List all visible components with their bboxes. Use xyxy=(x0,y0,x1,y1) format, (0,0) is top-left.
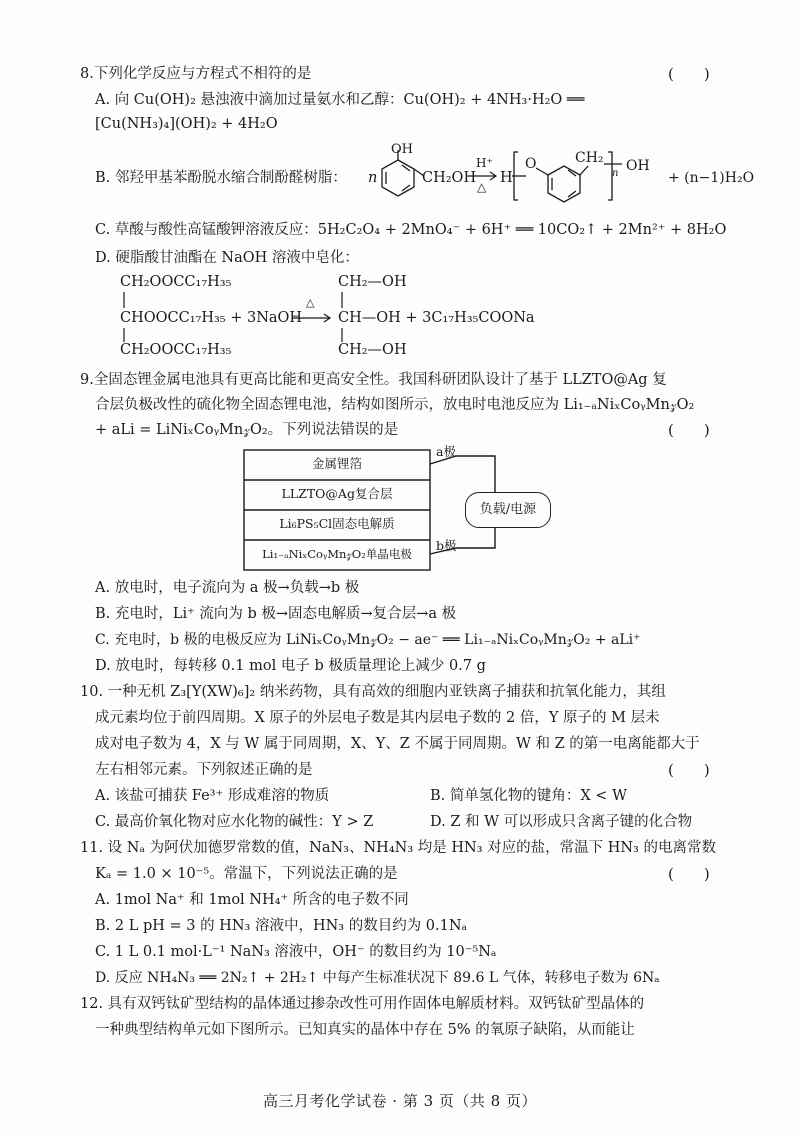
battery-structure-diagram xyxy=(240,444,570,574)
q9-option-b-text: B. 充电时，Li⁺ 流向为 b 极→固态电解质→复合层→a 极 xyxy=(95,606,457,622)
q10-stem-4: 左右相邻元素。下列叙述正确的是 xyxy=(95,762,313,778)
q8-option-b-text: B. 邻羟甲基苯酚脱水缩合制酚醛树脂： xyxy=(95,170,347,186)
q12-stem-2: 一种典型结构单元如下图所示。已知真实的晶体中存在 5% 的氧原子缺陷，从而能让 xyxy=(95,1022,635,1038)
q9-answer-paren: ( ) xyxy=(668,421,710,439)
q8-option-b-polymer-oh: OH xyxy=(626,158,650,174)
q10-option-c-text: C. 最高价氧化物对应水化物的碱性：Y > Z xyxy=(95,814,374,830)
q8-option-d-bonds xyxy=(0,260,800,370)
polymer-structure xyxy=(512,152,622,202)
q10-option-a-text: A. 该盐可捕获 Fe³⁺ 形成难溶的物质 xyxy=(95,788,330,804)
q8-option-b-polymer-n: n xyxy=(612,168,619,179)
layer-llzto-ag: LLZTO@Ag复合层 xyxy=(281,486,393,501)
q8-option-d-heat: △ xyxy=(306,296,315,309)
q10-stem-1: 10. 一种无机 Z₃[Y(XW)₆]₂ 纳米药物，具有高效的细胞内亚铁离子捕获和抗氧化能力，其组 xyxy=(80,684,666,700)
q11-stem-2: Kₐ = 1.0 × 10⁻⁵。常温下，下列说法正确的是 xyxy=(95,866,398,882)
layer-cathode: Li₁₋ₐNiₓCoᵧMn𝓏O₂单晶电极 xyxy=(262,547,412,561)
benzene-ring-reactant xyxy=(382,150,424,196)
q8-option-b-polymer-ch2: CH₂ xyxy=(575,150,604,166)
q8-option-a-text-cont: [Cu(NH₃)₄](OH)₂ + 4H₂O xyxy=(95,116,278,132)
page-footer: 高三月考化学试卷 · 第 3 页（共 8 页） xyxy=(263,1092,537,1110)
q11-option-c-text: C. 1 L 0.1 mol·L⁻¹ NaN₃ 溶液中，OH⁻ 的数目约为 10⁻⁵Nₐ xyxy=(95,944,497,960)
q10-stem-3: 成对电子数为 4，X 与 W 属于同周期，X、Y、Z 不属于同周期。W 和 Z 的第一电离能都大于 xyxy=(95,736,700,752)
q11-option-b-text: B. 2 L pH = 3 的 HN₃ 溶液中，HN₃ 的数目约为 0.1Nₐ xyxy=(95,918,468,934)
q8-option-b-polymer-o: O xyxy=(525,156,537,172)
q9-option-c-text: C. 充电时，b 极的电极反应为 LiNiₓCoᵧMn𝓏O₂ − ae⁻ ══ Li₁₋ₐNiₓCoᵧMn𝓏O₂ + aLi⁺ xyxy=(95,632,641,648)
q8-option-b-oh: OH xyxy=(391,142,413,157)
q8-d-glycerol-2: CH—OH + 3C₁₇H₃₅COONa xyxy=(338,310,535,326)
q8-option-b-condition-acid: H⁺ xyxy=(476,156,493,170)
q8-option-c-text: C. 草酸与酸性高锰酸钾溶液反应：5H₂C₂O₄ + 2MnO₄⁻ + 6H⁺ ══ 10CO₂↑ + 2Mn²⁺ + 8H₂O xyxy=(95,222,727,238)
q8-option-b-condition-heat: △ xyxy=(477,180,487,194)
q8-option-b-coef-n: n xyxy=(368,170,378,186)
q8-option-d-text: D. 硬脂酸甘油酯在 NaOH 溶液中皂化： xyxy=(95,250,359,266)
q9-option-a-text: A. 放电时，电子流向为 a 极→负载→b 极 xyxy=(95,580,360,596)
q11-option-a-text: A. 1mol Na⁺ 和 1mol NH₄⁺ 所含的电子数不同 xyxy=(95,892,409,908)
q8-d-ester-1: CH₂OOCC₁₇H₃₅ xyxy=(120,274,232,290)
q8-d-glycerol-3: CH₂—OH xyxy=(338,342,407,358)
q10-option-d-text: D. Z 和 W 可以形成只含离子键的化合物 xyxy=(430,814,693,830)
layer-lithium-foil: 金属锂箔 xyxy=(311,456,362,471)
q8-option-b-ch2oh: CH₂OH xyxy=(422,170,477,186)
q8-stem: 8.下列化学反应与方程式不相符的是 xyxy=(80,66,312,82)
q9-stem-3: + aLi = LiNiₓCoᵧMn𝓏O₂。下列说法错误的是 xyxy=(95,422,399,438)
q10-answer-paren: ( ) xyxy=(668,761,710,779)
q10-option-b-text: B. 简单氢化物的键角：X < W xyxy=(430,788,627,804)
q8-d-ester-2: CHOOCC₁₇H₃₅ + 3NaOH xyxy=(120,310,303,326)
q8-option-a-text: A. 向 Cu(OH)₂ 悬浊液中滴加过量氨水和乙醇：Cu(OH)₂ + 4NH₃·H₂O ══ xyxy=(95,92,585,108)
q9-stem-2: 合层负极改性的硫化物全固态锂电池，结构如图所示，放电时电池反应为 Li₁₋ₐNiₓCoᵧMn𝓏O₂ xyxy=(95,397,695,413)
electrode-a-label: a极 xyxy=(436,444,456,459)
layer-solid-electrolyte: Li₆PS₅Cl固态电解质 xyxy=(279,516,395,531)
q8-d-ester-3: CH₂OOCC₁₇H₃₅ xyxy=(120,342,232,358)
q10-stem-2: 成元素均位于前四周期。X 原子的外层电子数是其内层电子数的 2 倍，Y 原子的 M 层未 xyxy=(95,710,660,726)
q8-option-b-polymer-h: H xyxy=(500,170,513,186)
q11-option-d-text: D. 反应 NH₄N₃ ══ 2N₂↑ + 2H₂↑ 中每产生标准状况下 89.6 L 气体，转移电子数为 6Nₐ xyxy=(95,970,660,986)
q8-d-glycerol-1: CH₂—OH xyxy=(338,274,407,290)
q11-stem-1: 11. 设 Nₐ 为阿伏加德罗常数的值，NaN₃、NH₄N₃ 均是 HN₃ 对应的盐，常温下 HN₃ 的电离常数 xyxy=(80,840,716,856)
q8-option-b-arrow xyxy=(468,172,496,180)
q11-answer-paren: ( ) xyxy=(668,865,710,883)
q12-stem-1: 12. 具有双钙钛矿型结构的晶体通过掺杂改性可用作固体电解质材料。双钙钛矿型晶体的 xyxy=(80,996,645,1012)
q9-option-d-text: D. 放电时，每转移 0.1 mol 电子 b 极质量理论上减少 0.7 g xyxy=(95,658,486,674)
q8-answer-paren: ( ) xyxy=(668,65,710,83)
q9-stem-1: 9.全固态锂金属电池具有更高比能和更高安全性。我国科研团队设计了基于 LLZTO@Ag 复 xyxy=(80,372,667,388)
load-power-box: 负载/电源 xyxy=(465,492,551,528)
electrode-b-label: b极 xyxy=(436,538,457,553)
q8-option-b-tail: + (n−1)H₂O xyxy=(668,170,755,186)
q8-option-b-structures xyxy=(0,0,800,240)
